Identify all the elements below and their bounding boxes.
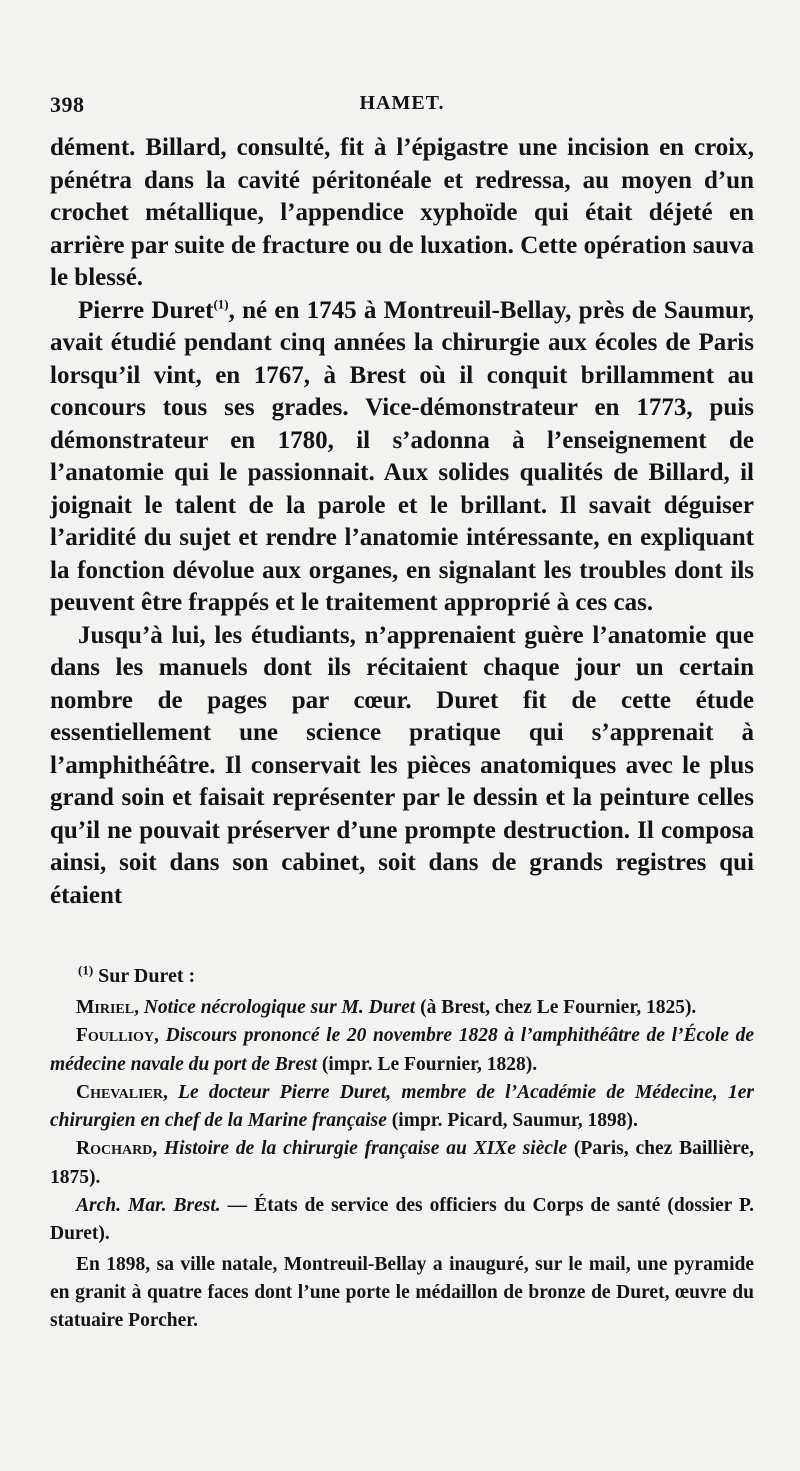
- footnote-final-paragraph: En 1898, sa ville natale, Montreuil-Bellay a inauguré, sur le mail, une pyramide en granit à quatre faces dont l’une porte le médaillon de bronze de Duret, œuvre du statuaire Porcher.: [50, 1253, 754, 1332]
- reference-title: Notice nécrologique sur M. Duret: [143, 997, 416, 1018]
- footnote-title-text: Sur Duret :: [93, 965, 196, 987]
- running-head: HAMET.: [359, 92, 445, 114]
- paragraph-1: dément. Billard, consulté, fit à l’épigastre une incision en croix, pénétra dans la cavité péritonéale et redressa, au moyen d’un crochet métallique, l’appendice xyphoïde qui était déjeté en arrière par suite de fracture ou de luxation. Cette opération sauva le blessé.: [50, 134, 754, 291]
- reference-item: [50, 1135, 754, 1192]
- body-text: [50, 132, 754, 912]
- reference-rest: (impr. Le Fournier, 1828).: [317, 1053, 538, 1075]
- reference-title: Le docteur Pierre Duret, membre de l’Académie de Médecine, 1er chirurgien en chef de la Marine française: [50, 1081, 754, 1132]
- reference-title: Histoire de la chirurgie française au XIXe siècle: [164, 1138, 568, 1160]
- reference-rest: (à Brest, chez Le Fournier, 1825).: [415, 997, 697, 1018]
- reference-item: [50, 994, 754, 1022]
- reference-author: Miriel: [76, 997, 135, 1018]
- footnote-marker: (1): [213, 296, 229, 312]
- reference-rest: — États de service des officiers du Corps de santé (dossier P. Duret).: [50, 1195, 754, 1245]
- reference-sep: ,: [162, 1081, 179, 1103]
- reference-rest: (Paris, chez Baillière, 1875).: [50, 1138, 754, 1188]
- paragraph-2-rest: , né en 1745 à Montreuil-Bellay, près de Saumur, avait étudié pendant cinq années la chirurgie aux écoles de Paris lorsqu’il vint, en 1767, à Brest où il conquit brillamment au concours tous ses grades. Vice-démonstrateur en 1773, puis démonstrateur en 1780, il s’adonna à l’enseignement de l’anatomie qui le passionnait. Aux solides qualités de Billard, il joignait le talent de la parole et le brillant. Il savait déguiser l’aridité du sujet et rendre l’anatomie intéressante, en expliquant la fonction dévolue aux organes, en signalant les troubles dont ils peuvent être frappés et le traitement approprié à ces cas.: [50, 296, 754, 616]
- reference-author: Rochard: [76, 1138, 153, 1160]
- reference-title: Discours prononcé le 20 novembre 1828 à l’amphithéâtre de l’École de médecine navale du port de Brest: [50, 1025, 755, 1075]
- reference-author: Foullioy: [76, 1025, 155, 1047]
- reference-author: Chevalier: [76, 1081, 163, 1103]
- footnotes: [50, 962, 754, 1336]
- reference-sep: ,: [154, 1025, 166, 1047]
- reference-sep: ,: [152, 1138, 165, 1160]
- reference-item: [50, 1192, 754, 1249]
- footnote-title: [78, 962, 754, 990]
- paragraph-2-start: Pierre Duret: [78, 296, 214, 324]
- reference-title: Arch. Mar. Brest.: [76, 1195, 221, 1217]
- page-header: [50, 92, 754, 122]
- footnote-title-marker: (1): [78, 962, 94, 978]
- reference-item: [50, 1079, 754, 1136]
- reference-rest: (impr. Picard, Saumur, 1898).: [386, 1110, 638, 1132]
- page-number: 398: [50, 92, 85, 117]
- paragraph-3: Jusqu’à lui, les étudiants, n’apprenaient guère l’anatomie que dans les manuels dont ils récitaient chaque jour un certain nombre de pages par cœur. Duret fit de cette étude essentiellement une science pratique qui s’apprenait à l’amphithéâtre. Il conservait les pièces anatomiques avec le plus grand soin et faisait représenter par le dessin et la peinture celles qu’il ne pouvait préserver d’une prompte destruction. Il composa ainsi, soit dans son cabinet, soit dans de grands registres qui étaient: [50, 621, 754, 909]
- paragraph-2: [50, 295, 754, 620]
- reference-sep: ,: [134, 997, 144, 1018]
- reference-item: [50, 1022, 754, 1079]
